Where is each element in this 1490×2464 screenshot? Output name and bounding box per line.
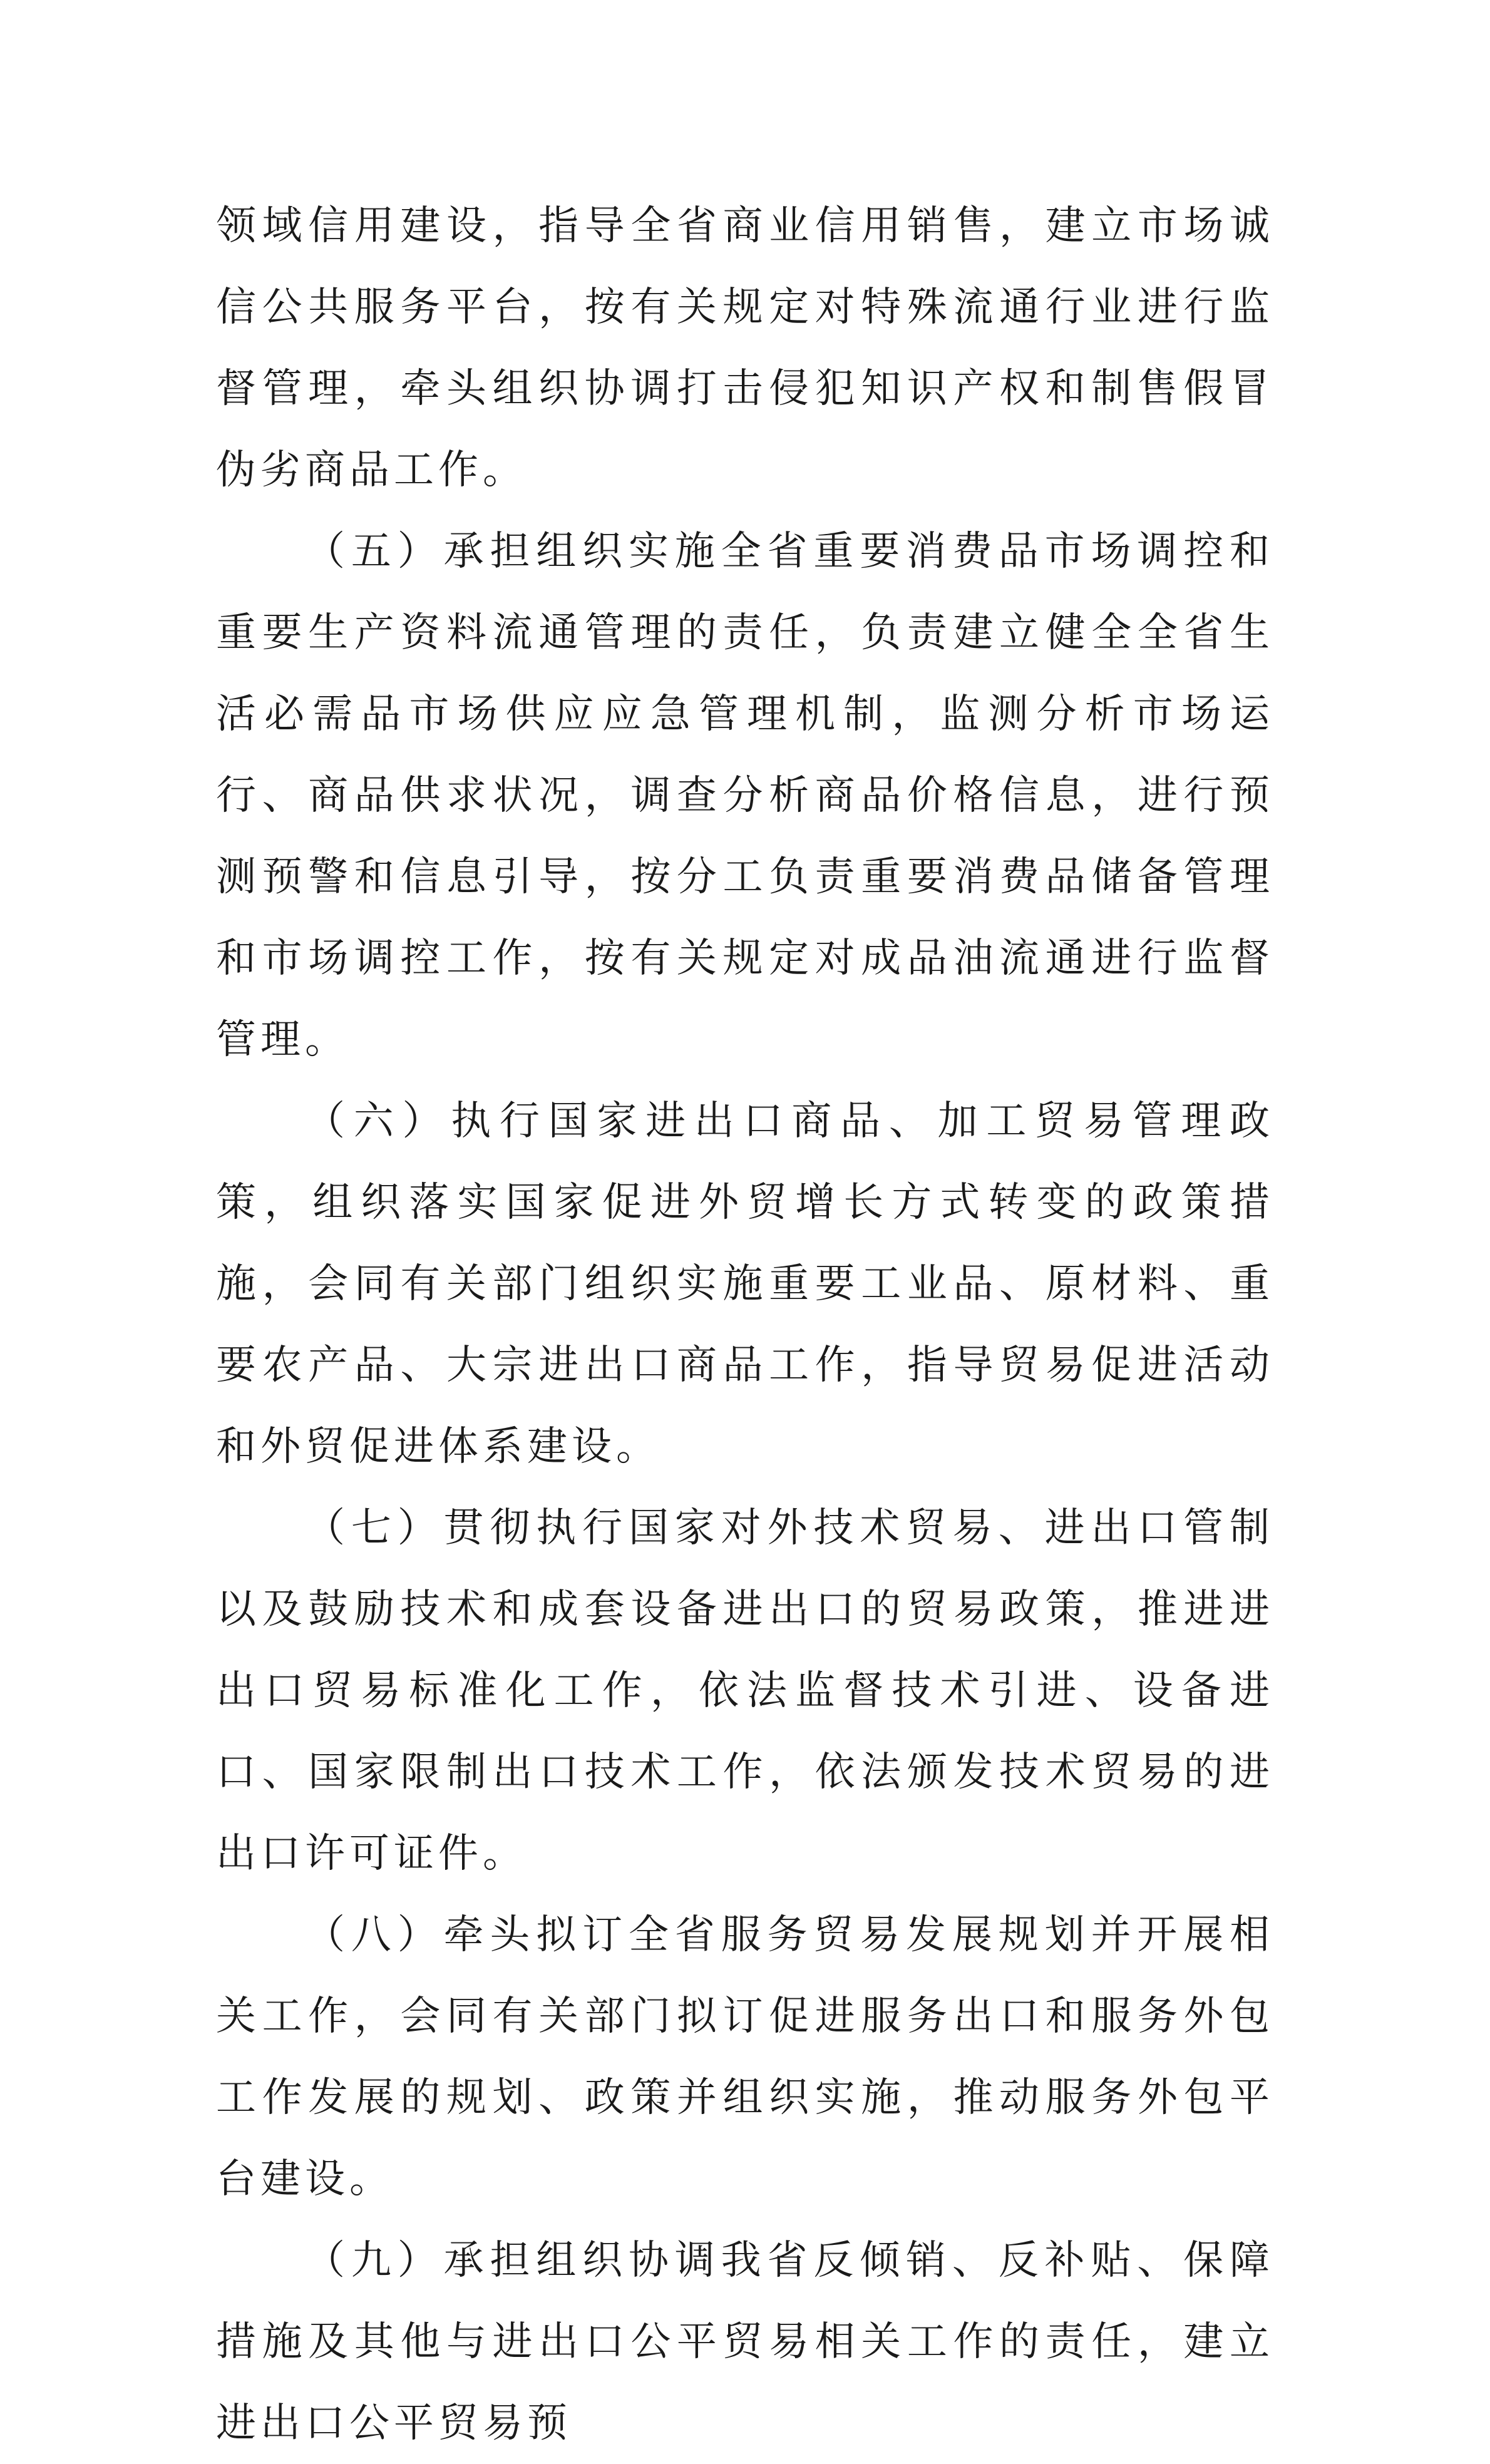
paragraph-item-7: （七）贯彻执行国家对外技术贸易、进出口管制以及鼓励技术和成套设备进出口的贸易政策，推进进出口贸易标准化工作，依法监督技术引进、设备进口、国家限制出口技术工作，依法颁发技术贸易的进出口许可证件。 xyxy=(216,1505,1274,1877)
paragraph-item-6: （六）执行国家进出口商品、加工贸易管理政策，组织落实国家促进外贸增长方式转变的政策措施，会同有关部门组织实施重要工业品、原材料、重要农产品、大宗进出口商品工作，指导贸易促进活动和外贸促进体系建设。 xyxy=(216,1098,1274,1470)
paragraph-item-8: （八）牵头拟订全省服务贸易发展规划并开展相关工作，会同有关部门拟订促进服务出口和服务外包工作发展的规划、政策并组织实施，推动服务外包平台建设。 xyxy=(216,1912,1274,2202)
document-body xyxy=(216,185,1274,2464)
paragraph-continued: 领域信用建设，指导全省商业信用销售，建立市场诚信公共服务平台，按有关规定对特殊流通行业进行监督管理，牵头组织协调打击侵犯知识产权和制售假冒伪劣商品工作。 xyxy=(216,203,1274,493)
paragraph-item-9: （九）承担组织协调我省反倾销、反补贴、保障措施及其他与进出口公平贸易相关工作的责任，建立进出口公平贸易预 xyxy=(216,2237,1274,2446)
paragraph-item-5: （五）承担组织实施全省重要消费品市场调控和重要生产资料流通管理的责任，负责建立健全全省生活必需品市场供应应急管理机制，监测分析市场运行、商品供求状况，调查分析商品价格信息，进行预测预警和信息引导，按分工负责重要消费品储备管理和市场调控工作，按有关规定对成品油流通进行监督管理。 xyxy=(216,528,1274,1063)
